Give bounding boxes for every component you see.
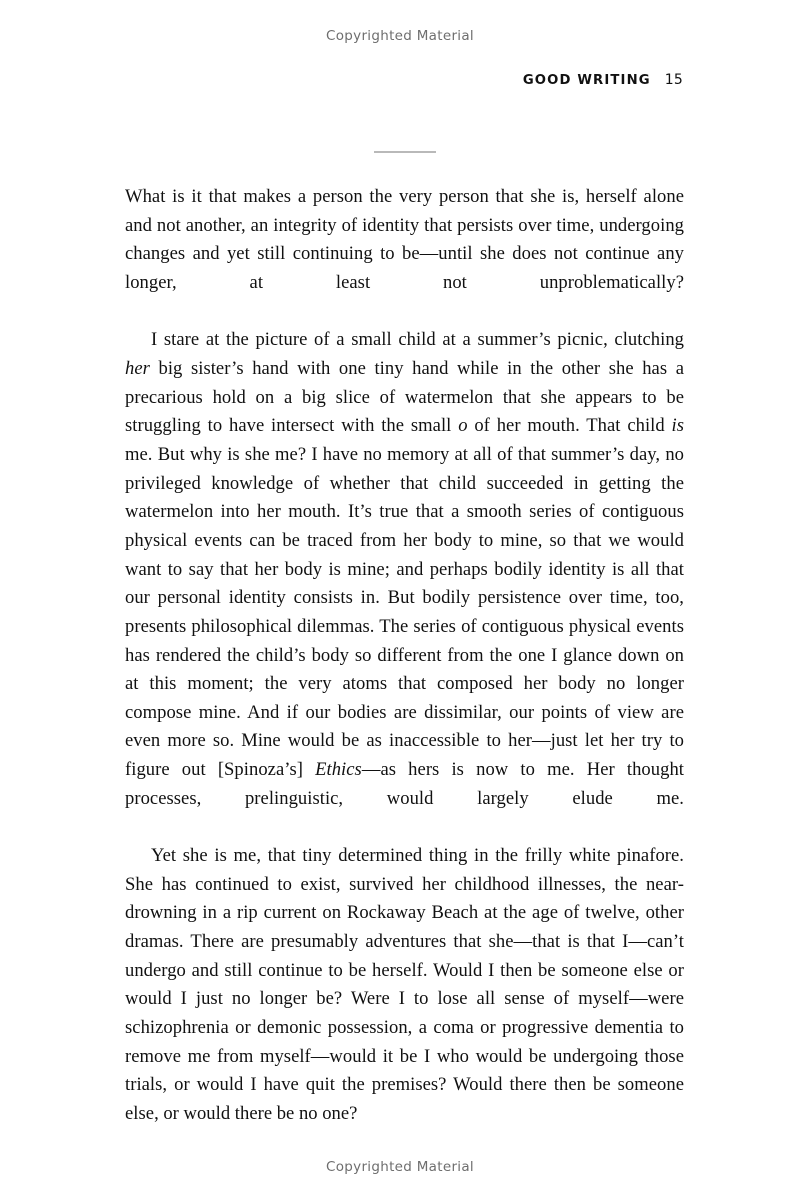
paragraph-2: I stare at the picture of a small child at a summer’s picnic, clutching her big sister’s hand with one tiny hand while in the other she has a precarious hold on a big slice of watermelon that she appears to be struggling to have intersect with the small o of her mouth. That child is me. But why is she me? I have no memory at all of that summer’s day, no privileged knowledge of whether that child succeeded in getting the watermelon into her mouth. It’s true that a smooth series of contiguous physical events can be traced from her body to mine, so that we would want to say that her body is mine; and perhaps bodily identity is all that our personal identity consists in. But bodily persistence over time, too, presents philosophical dilemmas. The series of contiguous physical events has rendered the child’s body so different from the one I glance down on at this moment; the very atoms that composed her body no longer compose mine. And if our bodies are dissimilar, our points of view are even more so. Mine would be as inaccessible to her—just let her try to figure out [Spinoza’s] Ethics—as hers is now to me. Her thought processes, prelinguistic, would largely elude me. [125, 329, 685, 809]
body-text [125, 183, 684, 1129]
emphasis: o [458, 415, 468, 437]
copyright-watermark-bottom: Copyrighted Material [326, 1159, 474, 1175]
emphasis: is [671, 415, 685, 437]
section-divider-rule [374, 151, 436, 153]
running-head [125, 72, 683, 88]
page-number: 15 [664, 72, 683, 88]
running-head-title: GOOD WRITING [522, 73, 651, 88]
copyright-watermark-top: Copyrighted Material [326, 28, 474, 44]
paragraph-3: Yet she is me, that tiny determined thing in the frilly white pinafore. She has continued to exist, survived her childhood illnesses, the near-drowning in a rip current on Rockaway Beach at the age of twelve, other dramas. There are presumably adventures that she—that is that I—can’t undergo and still continue to be herself. Would I then be someone else or would I just no longer be? Were I to lose all sense of myself—were schizophrenia or demonic possession, a coma or progressive dementia to remove me from myself—would it be I who would be undergoing those trials, or would I have quit the premises? Would there then be someone else, or would there be no one? [125, 845, 684, 1124]
emphasis: Ethics [315, 759, 362, 781]
paragraph-1: What is it that makes a person the very person that she is, herself alone and not another, an integrity of identity that persists over time, undergoing changes and yet still continuing to be—until she does not continue any longer, at least not unproblematically? [125, 186, 684, 293]
emphasis: her [125, 357, 150, 379]
